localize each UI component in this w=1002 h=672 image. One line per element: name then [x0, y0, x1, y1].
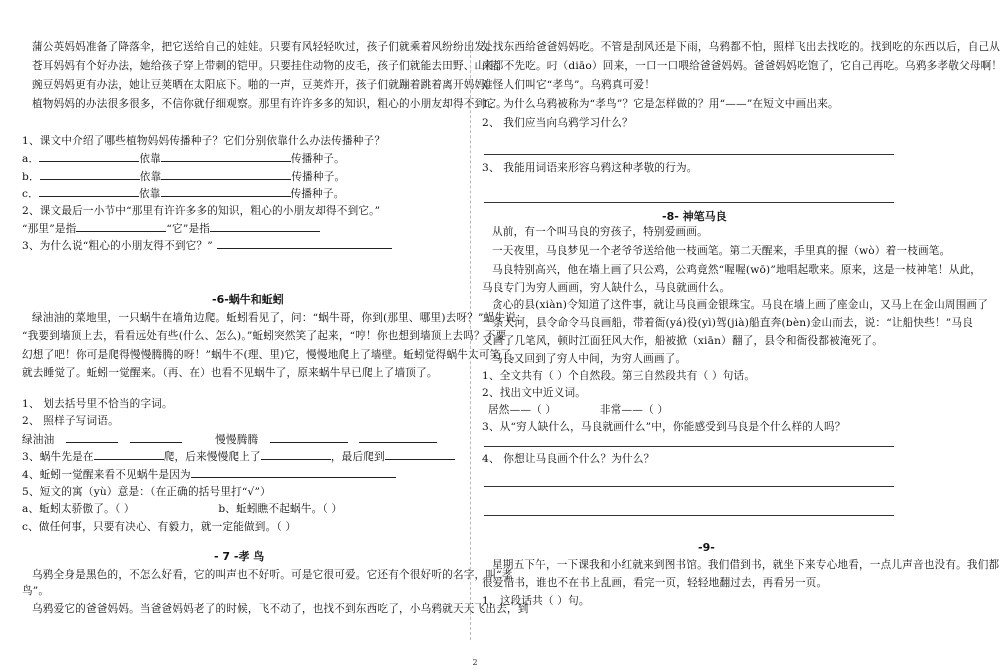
paragraph-line: 乌鸦全身是黑色的，不怎么好看，它的叫声也不好听。可是它很可爱。它还有个很好听的名字，叫“孝 [32, 569, 513, 581]
answer-line[interactable] [484, 154, 894, 155]
paragraph-line: 贪心的县(xiàn)令知道了这件事，就让马良画金银珠宝。马良在墙上画了座金山，又马上在金山周围画了 [492, 299, 989, 311]
s8-question-1: 1、全文共有（ ）个自然段。第三自然段共有（ ）句话。 [482, 370, 756, 382]
question-2: 2、课文最后一小节中“那里有许许多多的知识，粗心的小朋友却得不到它。” [22, 205, 381, 217]
paragraph-line: 乌鸦爱它的爸爸妈妈。当爸爸妈妈老了的时候，飞不动了，也找不到东西吃了，小乌鸦就天天飞出去，到 [32, 603, 529, 615]
s6-question-1: 1、 划去括号里不恰当的字词。 [22, 398, 173, 410]
answer-blank[interactable] [94, 449, 164, 460]
option-b[interactable]: b、蚯蚓瞧不起蜗牛。（ ） [218, 503, 343, 515]
answer-blank[interactable] [385, 449, 455, 460]
answer-line[interactable] [484, 515, 894, 516]
option-c[interactable]: c、做任何事，只要有决心、有毅力，就一定能做到。（ ） [22, 521, 297, 533]
section-8-title: -8- 神笔马良 [662, 210, 727, 223]
s6-question-3: 3、蜗牛先是在 爬，后来慢慢爬上了 ，最后爬到 [22, 449, 455, 464]
answer-line[interactable] [484, 486, 894, 487]
s6-question-2: 2、 照样子写词语。 [22, 415, 119, 427]
paragraph-line: 就去睡觉了。蚯蚓一觉醒来。（再、在）也看不见蜗牛了，原来蜗牛早已爬上了墙顶了。 [22, 367, 438, 379]
option-a[interactable]: a、蚯蚓太骄傲了。（ ） [22, 503, 135, 515]
answer-blank[interactable] [210, 221, 320, 232]
s6-question-5: 5、短文的寓（yù）意是：（在正确的括号里打“√”） [22, 486, 271, 498]
question-1: 1、课文中介绍了哪些植物妈妈传播种子？它们分别依靠什么办法传播种子？ [22, 135, 386, 147]
paragraph-line: 苍耳妈妈有个好办法，她给孩子穿上带刺的铠甲。只要挂住动物的皮毛，孩子们就能去田野、山洼。 [32, 60, 507, 72]
s8-synonym-row [482, 403, 668, 417]
paragraph-line: 来都不先吃。叼（diāo）回来，一口一口喂给爸爸妈妈。爸爸妈妈吃饱了，它自己再吃。乌鸦多孝敬父母啊！ [482, 60, 1002, 72]
answer-row-c: c． 依靠 传播种子。 [22, 188, 345, 200]
answer-line[interactable] [484, 446, 894, 447]
paragraph-line: 马良特别高兴，他在墙上画了只公鸡，公鸡竟然“喔喔(wō)”地唱起歌来。原来，这是一枝神笔！从此， [492, 264, 982, 276]
answer-blank[interactable] [161, 151, 291, 162]
paragraph-line: 星期五下午，一下课我和小红就来到图书馆。我们借到书，就坐下来专心地看，一点儿声音也没有。我们都 [492, 559, 1000, 571]
paragraph-line: 幻想了吧！你可是爬得慢慢腾腾的呀！”蜗牛不(理、里)它，慢慢地爬上了墙壁。蚯蚓觉得蜗牛太可笑了， [22, 349, 522, 361]
answer-blank[interactable] [130, 432, 182, 443]
paragraph-line: 蒲公英妈妈准备了降落伞，把它送给自己的娃娃。只要有风轻轻吹过，孩子们就乘着风纷纷出发。 [32, 41, 497, 53]
answer-blank[interactable] [39, 186, 139, 197]
s7-question-1: 1、 为什么乌鸦被称为“孝鸟”？它是怎样做的？用“——”在短文中画出来。 [482, 98, 839, 110]
s6-question-4: 4、蚯蚓一觉醒来看不见蜗牛是因为 [22, 467, 396, 482]
answer-blank[interactable] [76, 221, 166, 232]
answer-blank[interactable] [66, 432, 118, 443]
section-6-title: -6-蜗牛和蚯蚓 [212, 293, 284, 306]
paragraph-line: 难怪人们叫它“孝鸟”。乌鸦真可爱！ [482, 79, 656, 91]
section-7-title: - 7 -孝 鸟 [214, 550, 265, 563]
answer-blank[interactable] [191, 467, 396, 478]
answer-row-a: a． 依靠 传播种子。 [22, 153, 345, 165]
s6-option-row [22, 502, 342, 516]
answer-blank[interactable] [161, 186, 291, 197]
s8-question-3: 3、从“穷人缺什么，马良就画什么”中，你能感受到马良是个什么样的人吗？ [482, 421, 846, 433]
answer-blank[interactable] [161, 169, 291, 180]
answer-line[interactable] [484, 202, 894, 203]
paragraph-line: 一天夜里，马良梦见一个老爷爷送给他一枝画笔。第二天醒来，手里真的握（wò）着一枝画笔。 [492, 245, 951, 257]
paragraph-line: 从前，有一个叫马良的穷孩子，特别爱画画。 [492, 226, 708, 238]
answer-blank[interactable] [217, 238, 392, 249]
synonym-blank-1[interactable]: 居然——（ ） [488, 404, 557, 416]
question-3: 3、为什么说“粗心的小朋友得不到它？” [22, 238, 392, 253]
paragraph-line: 植物妈妈的办法很多很多，不信你就仔细观察。那里有许许多多的知识，粗心的小朋友却得不到它。 [32, 98, 507, 110]
answer-row-b: b． 依靠 传播种子。 [22, 171, 346, 183]
answer-blank[interactable] [270, 432, 348, 443]
answer-blank[interactable] [40, 169, 140, 180]
answer-blank[interactable] [359, 432, 437, 443]
paragraph-line: 马良又回到了穷人中间，为穷人画画了。 [492, 353, 687, 365]
s7-question-3: 3、 我能用词语来形容乌鸦这种孝敬的行为。 [482, 162, 698, 174]
paragraph-line: 鸟”。 [22, 585, 50, 597]
s8-question-4: 4、 你想让马良画个什么？为什么？ [482, 453, 655, 465]
paragraph-line: 一条大河，县令命令马良画船，带着衙(yá)役(yì)驾(jià)船直奔(bèn)金山而去，说：“让船快些！”马良 [482, 317, 974, 329]
page-number: 2 [472, 658, 478, 667]
s6-word-row: 绿油油 慢慢腾腾 [22, 432, 437, 447]
answer-blank[interactable] [39, 151, 139, 162]
paragraph-line: “我要到墙顶上去，看看远处有些(什么、怎么)。”蚯蚓突然笑了起来，“哼！你也想到墙顶上去吗？不要 [22, 330, 507, 342]
synonym-blank-2[interactable]: 非常——（ ） [599, 404, 669, 416]
question-2-blanks: “那里”是指 “它”是指 [22, 221, 320, 236]
section-9-title: -9- [698, 541, 715, 554]
answer-blank[interactable] [261, 449, 331, 460]
paragraph-line: 很爱惜书，谁也不在书上乱画，看完一页，轻轻地翻过去，再看另一页。 [482, 577, 828, 589]
s8-question-2: 2、找出文中近义词。 [482, 387, 587, 399]
s7-question-2: 2、 我们应当向乌鸦学习什么？ [482, 117, 633, 129]
paragraph-line: 绿油油的菜地里，一只蜗牛在墙角边爬。蚯蚓看见了，问：“蜗牛哥，你到(那里、哪里)去呀？”蜗牛说： [32, 312, 527, 324]
paragraph-line: 马良专门为穷人画画，穷人缺什么，马良就画什么。 [482, 282, 731, 294]
paragraph-line: 豌豆妈妈更有办法，她让豆荚晒在太阳底下。啪的一声，豆荚炸开，孩子们就蹦着跳着离开妈妈。 [32, 79, 497, 91]
paragraph-line: 处找东西给爸爸妈妈吃。不管是刮风还是下雨，乌鸦都不怕，照样飞出去找吃的。找到吃的东西以后，自己从 [482, 41, 1001, 53]
s9-question-1: 1、这段话共（ ）句。 [482, 595, 590, 607]
paragraph-line: 又画了几笔风，顿时江面狂风大作，船被掀（xiān）翻了，县令和衙役都被淹死了。 [482, 335, 884, 347]
